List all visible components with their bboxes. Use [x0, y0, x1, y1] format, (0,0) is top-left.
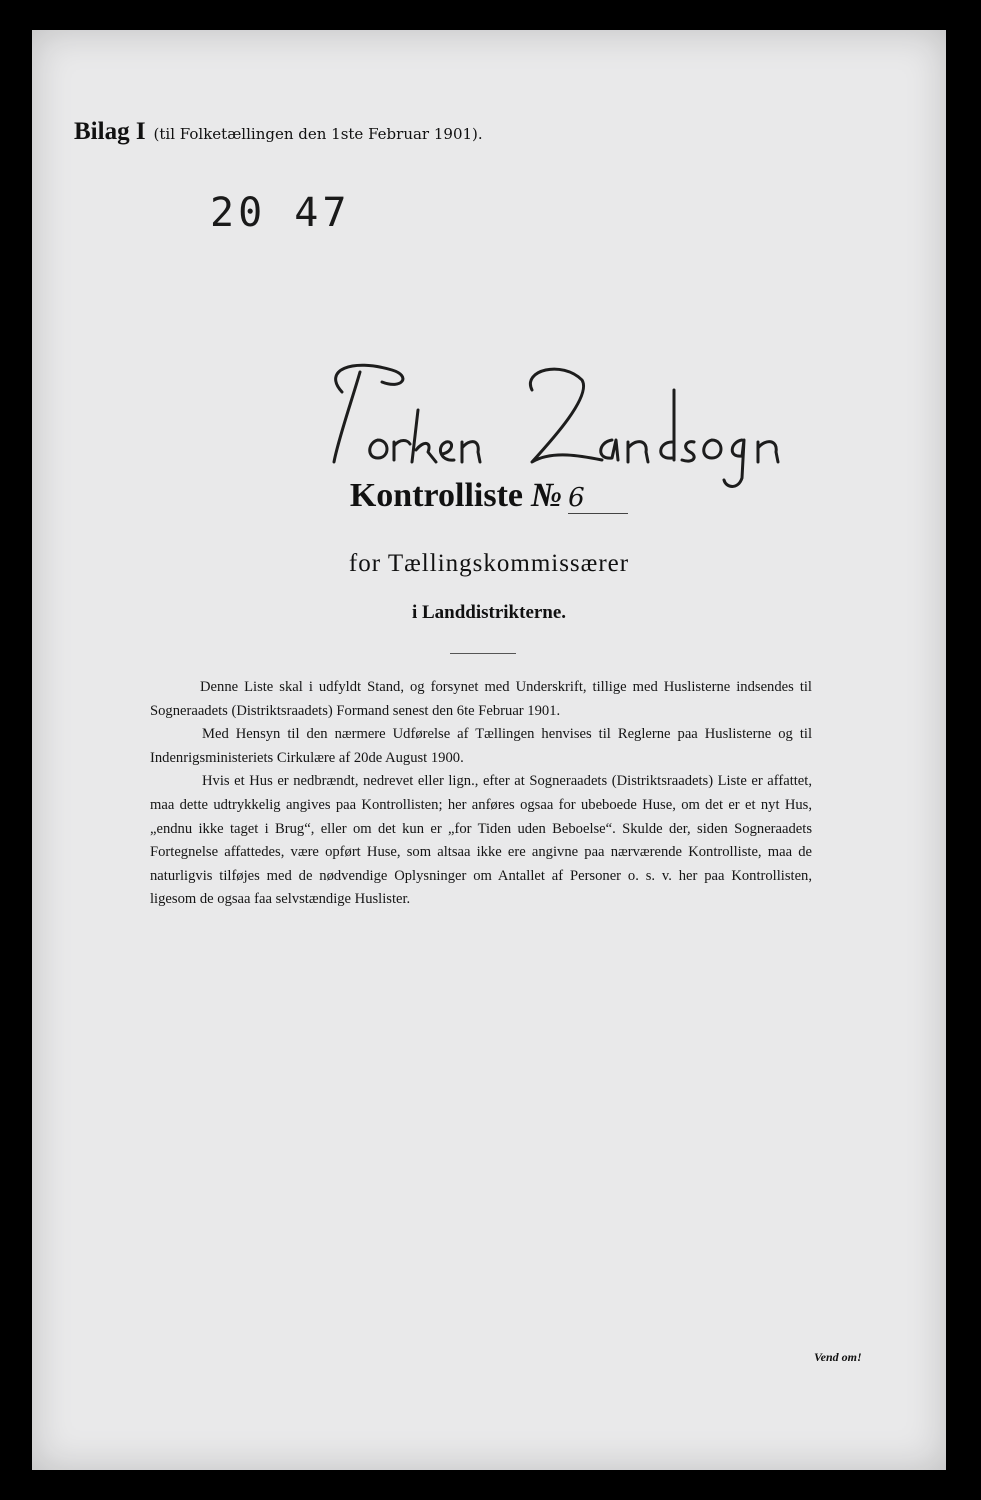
subtitle-districts: i Landdistrikterne. — [411, 602, 567, 623]
archive-stamp-number: 20 47 — [210, 190, 351, 236]
turn-over-note: Vend om! — [814, 1350, 862, 1364]
bilag-header — [74, 118, 483, 146]
number-sign: № — [531, 477, 563, 514]
instructions-text — [150, 676, 812, 912]
form-title — [32, 477, 946, 515]
instruction-paragraph: Hvis et Hus er nedbrændt, nedrevet eller lign., efter at Sogneraadets (Distriktsraadets) Liste er affattet, maa dette udtrykkelig angives paa Kontrollisten; her anføres ogsaa for ubeboede Huse, om det er et nyt Hus, „endnu ikke taget i Brug“, eller om det kun er „for Tiden uden Beboelse“. Skulde der, siden Sogneraadets Fortegnelse affattedes, være opført Huse, som altsaa ikke ere angivne paa nærværende Kontrolliste, maa de naturligvis tilføjes med de nødvendige Oplysninger om Antallet af Personer o. s. v. her paa Kontrollisten, ligesom de ogsaa faa selvstændige Huslister. — [150, 773, 812, 908]
instruction-paragraph: Med Hensyn til den nærmere Udførelse af Tællingen henvises til Reglerne paa Huslisterne og til Indenrigsministeriets Cirkulære af 20de August 1900. — [150, 726, 812, 766]
handwritten-place-name — [282, 330, 822, 500]
bilag-label: Bilag I — [74, 118, 146, 145]
document-page — [32, 30, 946, 1470]
subtitle-commissioners: for Tællingskommissærer — [348, 550, 630, 577]
list-number: 6 — [568, 483, 628, 514]
bilag-note: (til Folketællingen den 1ste Februar 1901). — [153, 125, 483, 143]
title-text: Kontrolliste — [349, 477, 523, 514]
divider — [450, 653, 516, 654]
instruction-paragraph: Denne Liste skal i udfyldt Stand, og forsynet med Underskrift, tillige med Huslisterne indsendes til Sogneraadets (Distriktsraadets) Formand senest den 6te Februar 1901. — [150, 679, 812, 719]
